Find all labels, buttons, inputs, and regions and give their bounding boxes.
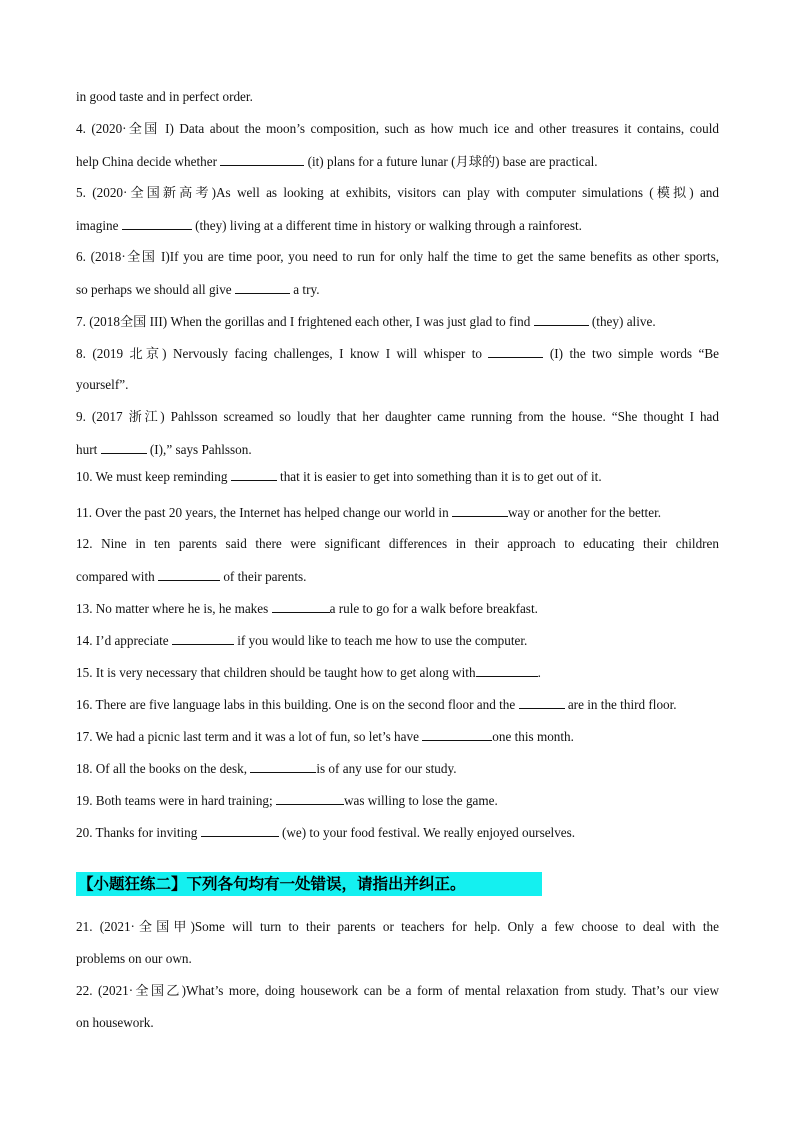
answer-blank[interactable]: [422, 727, 492, 741]
answer-blank[interactable]: [235, 280, 290, 294]
text: in good taste and in perfect order.: [76, 89, 253, 104]
text: compared with: [76, 569, 155, 584]
answer-blank[interactable]: [519, 695, 565, 709]
text: if you would like to teach me how to use the computer.: [237, 633, 528, 648]
question-9-line-2: [76, 440, 719, 459]
text: 7. (2018全国 III) When the gorillas and I frightened each other, I was just glad to find: [76, 314, 531, 329]
text: 12. Nine in ten parents said there were significant differences in their approach to educating their children: [76, 536, 719, 551]
question-21-line-2: [76, 950, 719, 968]
question-6-line-2: [76, 280, 719, 299]
question-8-line-1: [76, 344, 719, 363]
text: way or another for the better.: [507, 505, 662, 520]
text: imagine: [76, 218, 119, 233]
question-22-line-1: [76, 982, 719, 1000]
answer-blank[interactable]: [201, 823, 279, 837]
text: 14. I’d appreciate: [76, 633, 169, 648]
question-16: [76, 695, 719, 714]
text: (it) plans for a future lunar (月球的) base are practical.: [307, 154, 598, 169]
question-14: [76, 631, 719, 650]
answer-blank[interactable]: [158, 567, 220, 581]
text: 10. We must keep reminding: [76, 469, 228, 484]
answer-blank[interactable]: [476, 663, 538, 677]
text: 17. We had a picnic last term and it was a lot of fun, so let’s have: [76, 729, 419, 744]
answer-blank[interactable]: [231, 467, 277, 481]
question-5-line-2: [76, 216, 719, 235]
question-5-line-1: [76, 184, 719, 202]
text: 9. (2017 浙江) Pahlsson screamed so loudly that her daughter came running from the house. “She thought I had: [76, 409, 719, 424]
text: help China decide whether: [76, 154, 217, 169]
question-11: [76, 503, 719, 522]
text: 21. (2021·全国甲)Some will turn to their parents or teachers for help. Only a few choose to deal with the: [76, 919, 719, 934]
text: was willing to lose the game.: [343, 793, 498, 808]
text: is of any use for our study.: [316, 761, 457, 776]
text: 8. (2019 北京) Nervously facing challenges, I know I will whisper to: [76, 346, 482, 361]
question-8-line-2: [76, 376, 719, 394]
answer-blank[interactable]: [534, 312, 589, 326]
question-20: [76, 823, 719, 842]
text: a rule to go for a walk before breakfast.: [329, 601, 538, 616]
answer-blank[interactable]: [250, 759, 316, 773]
answer-blank[interactable]: [122, 216, 192, 230]
question-6-line-1: [76, 248, 719, 266]
question-12-line-2: [76, 567, 719, 586]
text: that it is easier to get into something than it is to get out of it.: [280, 469, 602, 484]
answer-blank[interactable]: [276, 791, 344, 805]
answer-blank[interactable]: [272, 599, 330, 613]
text: (I),” says Pahlsson.: [149, 442, 252, 457]
text: 19. Both teams were in hard training;: [76, 793, 273, 808]
text: on housework.: [76, 1015, 154, 1030]
question-7: [76, 312, 719, 331]
text: so perhaps we should all give: [76, 282, 232, 297]
answer-blank[interactable]: [488, 344, 543, 358]
answer-blank[interactable]: [172, 631, 234, 645]
text: are in the third floor.: [567, 697, 677, 712]
section-heading: 【小题狂练二】下列各句均有一处错误，请指出并纠正。: [76, 872, 542, 896]
continued-line: [76, 88, 719, 106]
question-4-line-2: [76, 152, 719, 171]
text: 20. Thanks for inviting: [76, 825, 198, 840]
text: (they) alive.: [591, 314, 656, 329]
text: 13. No matter where he is, he makes: [76, 601, 269, 616]
question-13: [76, 599, 719, 618]
text: (we) to your food festival. We really enjoyed ourselves.: [281, 825, 576, 840]
text: yourself”.: [76, 377, 129, 392]
text: 6. (2018·全国 I)If you are time poor, you need to run for only half the time to get the same benefits as other sports,: [76, 249, 719, 264]
text: 4. (2020·全国 I) Data about the moon’s composition, such as how much ice and other treasures it contains, could: [76, 121, 719, 136]
text: of their parents.: [223, 569, 307, 584]
question-21-line-1: [76, 918, 719, 936]
question-17: [76, 727, 719, 746]
answer-blank[interactable]: [101, 440, 147, 454]
text: 11. Over the past 20 years, the Internet has helped change our world in: [76, 505, 449, 520]
text: 5. (2020·全国新高考)As well as looking at exhibits, visitors can play with computer simulations (模拟) and: [76, 185, 719, 200]
question-19: [76, 791, 719, 810]
text: 15. It is very necessary that children should be taught how to get along with: [76, 665, 476, 680]
question-10: [76, 467, 719, 486]
text: 22. (2021·全国乙)What’s more, doing housework can be a form of mental relaxation from study. That’s our view: [76, 983, 719, 998]
question-15: [76, 663, 719, 682]
text: hurt: [76, 442, 98, 457]
text: (I) the two simple words “Be: [549, 346, 719, 361]
question-4-line-1: [76, 120, 719, 138]
answer-blank[interactable]: [220, 152, 304, 166]
text: a try.: [293, 282, 320, 297]
text: 18. Of all the books on the desk,: [76, 761, 248, 776]
text: .: [537, 665, 541, 680]
text: problems on our own.: [76, 951, 192, 966]
question-12-line-1: [76, 535, 719, 553]
text: (they) living at a different time in history or walking through a rainforest.: [195, 218, 582, 233]
answer-blank[interactable]: [452, 503, 508, 517]
question-22-line-2: [76, 1014, 719, 1032]
text: 16. There are five language labs in this building. One is on the second floor and the: [76, 697, 516, 712]
question-9-line-1: [76, 408, 719, 426]
question-18: [76, 759, 719, 778]
text: one this month.: [492, 729, 574, 744]
